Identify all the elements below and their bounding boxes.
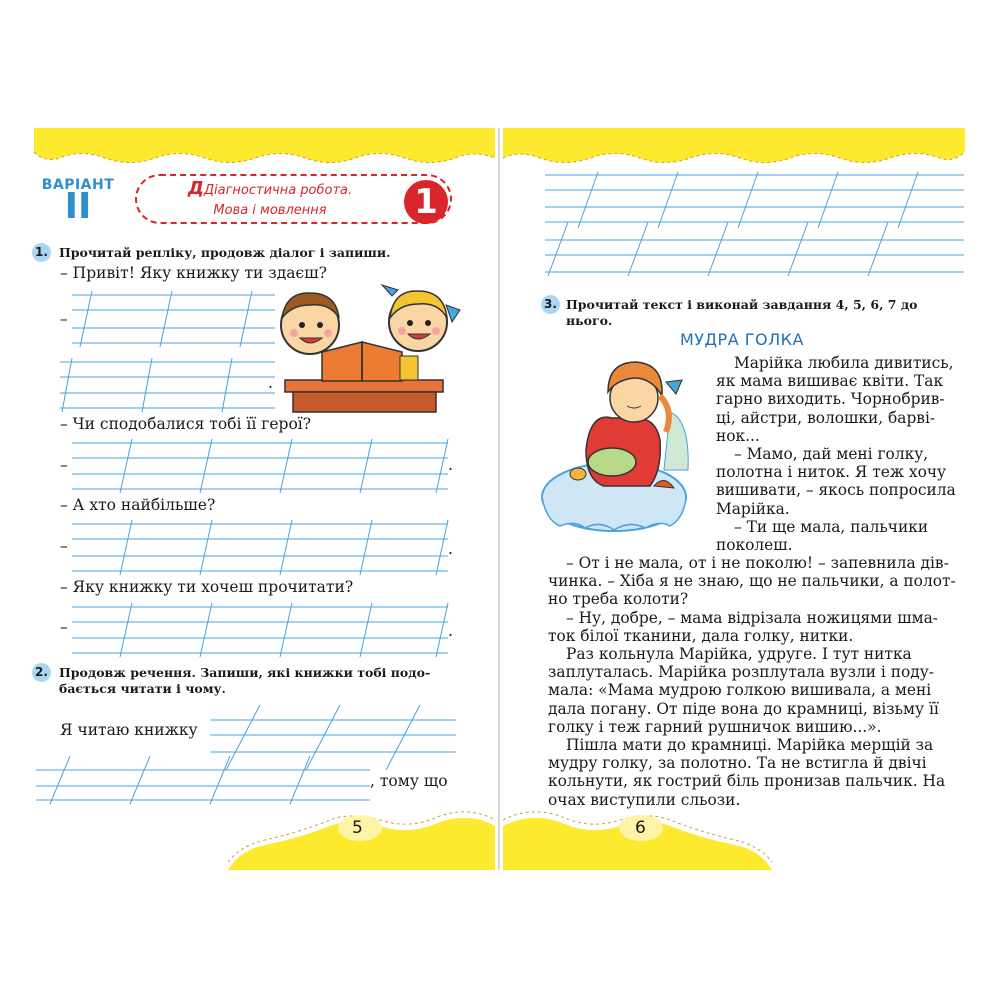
- task2-sentence-mid: , тому що: [370, 772, 448, 790]
- writing-lines-right: [545, 172, 964, 276]
- page-number-right: 6: [635, 818, 646, 838]
- story-wrapped-text: [716, 354, 966, 554]
- task2-instruction-line2: бається читати і чому.: [59, 681, 226, 696]
- dialog-line-4: – Яку книжку ти хочеш прочитати?: [60, 578, 354, 596]
- period-2: .: [448, 456, 453, 474]
- story-line: – Ну, добре, – мама відрізала ножицями шма-: [566, 608, 938, 627]
- page-number-left: 5: [352, 818, 363, 838]
- dash-3: –: [60, 537, 68, 555]
- task2-instruction-line1: Продовж речення. Запиши, які книжки тобі подо-: [59, 665, 431, 680]
- task3-instruction-line1: Прочитай текст і виконай завдання 4, 5, 6, 7 до: [566, 297, 918, 312]
- story-line: Раз кольнула Марійка, удруге. І тут нитка: [566, 645, 912, 664]
- story-line: дала погану. От піде вона до крамниці, візьму її: [548, 699, 939, 718]
- girl-embroidering-illustration: [542, 362, 688, 531]
- story-line: ток білої тканини, дала голку, нитки.: [548, 626, 854, 645]
- task2-instruction: [59, 665, 459, 697]
- variant-label: ВАРІАНТ: [41, 177, 115, 193]
- story-line: вишивати, – якось попросила: [716, 481, 956, 500]
- work-title: [160, 179, 380, 221]
- story-line: мудру голку, за полотно. Та не встигла й двічі: [548, 754, 927, 773]
- period-4: .: [448, 622, 453, 640]
- task3-instruction: [566, 297, 966, 329]
- work-title-line2: Мова і мовлення: [213, 203, 327, 218]
- work-title-line1: ДДіагностична робота.: [187, 178, 353, 199]
- story-line: – Ти ще мала, пальчики: [734, 517, 929, 536]
- period-3: .: [448, 540, 453, 558]
- dash-2: –: [60, 456, 68, 474]
- story-line: заплуталась. Марійка розплутала вузли і поду-: [548, 663, 934, 682]
- work-title-line1-text: Діагностична робота.: [203, 183, 353, 198]
- story-line: нок...: [716, 426, 760, 445]
- story-line: Марійка любила дивитись,: [734, 354, 954, 372]
- story-line: – Мамо, дай мені голку,: [734, 445, 929, 464]
- task3-number: 3.: [541, 295, 560, 314]
- story-title: МУДРА ГОЛКА: [680, 330, 804, 349]
- task1-number: 1.: [32, 243, 51, 262]
- task2-number: 2.: [32, 663, 51, 682]
- task3-instruction-line2: нього.: [566, 313, 613, 328]
- dash-1: –: [60, 310, 68, 328]
- dialog-line-1: – Привіт! Яку книжку ти здаєш?: [60, 264, 327, 282]
- dash-4: –: [60, 618, 68, 636]
- kids-reading-illustration: [281, 285, 460, 412]
- story-full-text: [548, 554, 968, 809]
- work-number-badge: 1: [404, 180, 448, 224]
- variant-number: II: [64, 186, 92, 227]
- dialog-line-3: – А хто найбільше?: [60, 496, 216, 514]
- period-1: .: [268, 374, 273, 392]
- story-line: чинка. – Хіба я не знаю, що не пальчики, а полот-: [548, 572, 956, 591]
- story-line: кольнути, як гострий біль пронизав пальчик. На: [548, 772, 946, 791]
- story-line: мала: «Мама мудрою голкою вишивала, а мені: [548, 681, 932, 700]
- story-line: – От і не мала, от і не поколю! – запевнила дів-: [566, 554, 949, 572]
- story-line: поколеш.: [716, 536, 793, 555]
- story-line: гарно виходить. Чорнобрив-: [716, 390, 945, 409]
- story-line: голку і теж гарний рушничок вишию...».: [548, 717, 882, 736]
- story-line: Пішла мати до крамниці. Марійка мерщій за: [566, 736, 934, 755]
- story-line: полотна і ниток. Я теж хочу: [716, 463, 947, 482]
- dialog-line-2: – Чи сподобалися тобі її герої?: [60, 415, 312, 433]
- story-line: як мама вишиває квіти. Так: [716, 372, 944, 391]
- task1-instruction: Прочитай репліку, продовж діалог і запиши.: [59, 245, 391, 260]
- story-line: Марійка.: [716, 499, 790, 518]
- top-wave-right: [503, 128, 965, 163]
- task2-sentence-start: Я читаю книжку: [60, 721, 198, 739]
- story-line: очах виступили сльози.: [548, 790, 741, 809]
- story-line: ці, айстри, волошки, барві-: [716, 408, 936, 427]
- story-line: но треба колоти?: [548, 590, 689, 609]
